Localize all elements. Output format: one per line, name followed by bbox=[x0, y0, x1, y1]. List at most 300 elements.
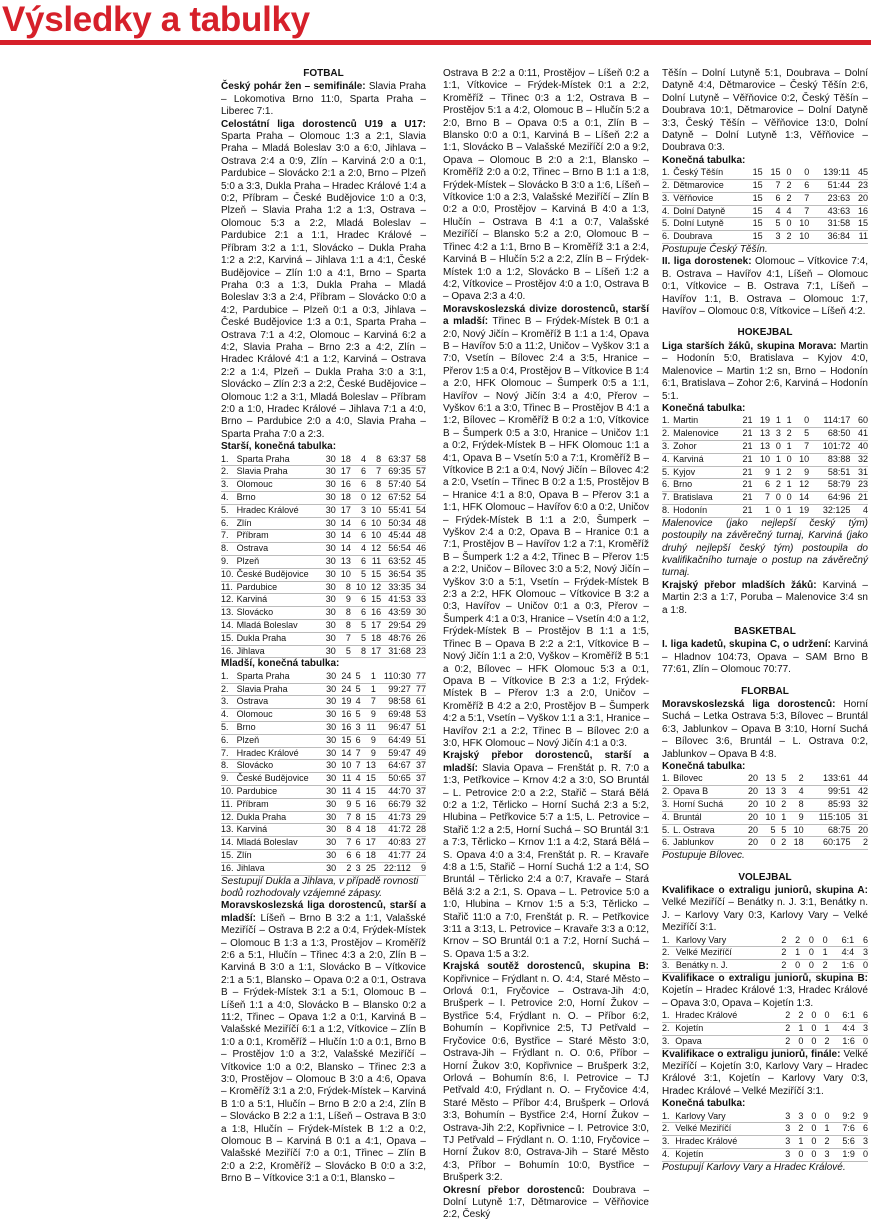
rank-cell: 11. bbox=[221, 798, 233, 809]
stat-cell: 83:88 bbox=[827, 453, 851, 464]
rank-cell: 6. bbox=[662, 837, 670, 848]
stat-cell: 29 bbox=[415, 619, 426, 630]
stat-cell: 40:83 bbox=[388, 837, 411, 848]
stat-cell: 6:1 bbox=[841, 934, 855, 945]
stat-cell: 0 bbox=[808, 960, 814, 971]
stat-cell: 15 bbox=[371, 594, 382, 605]
stat-cell: 0 bbox=[811, 1123, 817, 1134]
stat-cell: 30 bbox=[415, 607, 426, 618]
team-cell: Dolní Lutyně bbox=[673, 218, 724, 229]
competition-label: Moravskoslezská liga dorostenců, starší a mladší: bbox=[221, 900, 426, 924]
stat-cell: 0 bbox=[798, 1149, 804, 1160]
stat-cell: 64:67 bbox=[388, 760, 411, 771]
stat-cell: 5 bbox=[360, 619, 366, 630]
rank-cell: 10. bbox=[221, 785, 234, 796]
stat-cell: 35 bbox=[415, 568, 426, 579]
competition-label: Okresní přebor dorostenců: bbox=[443, 1184, 585, 1196]
section-heading-fotbal: FOTBAL bbox=[303, 68, 344, 79]
table-row bbox=[221, 760, 426, 773]
stat-cell: 0 bbox=[811, 1035, 817, 1046]
team-cell: Karlovy Vary bbox=[675, 934, 727, 945]
stat-cell: 1 bbox=[775, 466, 781, 477]
stat-cell: 61 bbox=[415, 696, 426, 707]
stat-cell: 5 bbox=[355, 798, 361, 809]
result-paragraph bbox=[443, 961, 649, 1184]
stat-cell: 50:65 bbox=[388, 773, 411, 784]
table-row bbox=[662, 1111, 868, 1123]
stat-cell: 10 bbox=[799, 218, 810, 229]
rank-cell: 8. bbox=[662, 504, 670, 515]
stat-cell: 54 bbox=[415, 504, 426, 515]
rank-cell: 4. bbox=[662, 205, 670, 216]
stat-cell: 30 bbox=[326, 849, 337, 860]
team-cell: Jablunkov bbox=[673, 837, 714, 848]
stat-cell: 23 bbox=[857, 479, 868, 490]
results-text: Karviná – Hladnov 104:73, Opava – SAM Brno B 77:61, Zlín – Olomouc 70:77. bbox=[662, 639, 868, 676]
team-cell: Slavia Praha bbox=[236, 683, 288, 694]
stat-cell: 1 bbox=[824, 1123, 830, 1134]
stat-cell: 33:35 bbox=[388, 581, 411, 592]
stat-cell: 55:41 bbox=[388, 504, 411, 515]
results-text: Doubrava – Dolní Lutyně 1:7, Dětmarovice – Věřňovice 2:2, Český bbox=[443, 1184, 650, 1221]
table-row bbox=[662, 960, 868, 973]
stat-cell: 20 bbox=[857, 192, 868, 203]
table-row bbox=[662, 811, 868, 824]
stat-cell: 12 bbox=[371, 581, 382, 592]
team-cell: Olomouc bbox=[236, 709, 273, 720]
stat-cell: 51:44 bbox=[827, 180, 851, 191]
stat-cell: 43:59 bbox=[388, 607, 411, 618]
team-cell: Karviná bbox=[236, 594, 268, 605]
stat-cell: 1:6 bbox=[842, 1035, 855, 1046]
stat-cell: 14 bbox=[799, 492, 810, 503]
team-cell: Brno bbox=[236, 721, 256, 732]
rank-cell: 3. bbox=[662, 960, 670, 971]
competition-label: Celostátní liga dorostenců U19 a U17: bbox=[221, 118, 426, 130]
stat-cell: 30 bbox=[325, 504, 336, 515]
stat-cell: 4 bbox=[355, 773, 361, 784]
stat-cell: 6 bbox=[360, 466, 366, 477]
table-heading-label: Starší, konečná tabulka: bbox=[221, 441, 337, 453]
team-cell: Hradec Králové bbox=[675, 1136, 738, 1147]
team-cell: Slavia Praha bbox=[236, 466, 288, 477]
stat-cell: 9 bbox=[370, 747, 376, 758]
stat-cell: 5 bbox=[781, 824, 787, 835]
stat-cell: 85:93 bbox=[827, 799, 851, 809]
table-row bbox=[662, 824, 868, 837]
stat-cell: 6 bbox=[775, 192, 781, 203]
stat-cell: 27 bbox=[415, 837, 426, 848]
stat-cell: 30 bbox=[326, 734, 337, 745]
note-text: Postupují Karlovy Vary a Hradec Králové. bbox=[662, 1161, 846, 1173]
stat-cell: 6 bbox=[346, 849, 352, 860]
rank-cell: 2. bbox=[662, 1023, 670, 1034]
rank-cell: 1. bbox=[221, 670, 229, 681]
table-row bbox=[662, 492, 868, 505]
stat-cell: 0 bbox=[862, 960, 868, 971]
stat-cell: 10 bbox=[371, 517, 382, 528]
stat-cell: 3 bbox=[824, 1149, 830, 1160]
stat-cell: 34 bbox=[415, 581, 426, 592]
stat-cell: 0 bbox=[811, 1110, 817, 1121]
results-text: Kopřivnice – Frýdlant n. O. 4:4, Staré Město – Orlová 0:1, Fryčovice – Ostrava-Jih 4:0, Brušperk – I. Petrovice 2:0, Horní Žukov – Bystřice 5:4, Frýdlant n. O. – Příbor 6:2, Bohumín – Kopřivnice 2:5, TJ Petřvald – Fryčovice 0:6, Bystřice – Staré Město 3:0, Ostrava-Jih – Frýdlant n. O. 0:6, Příbor – Horní Žukov 3:0, Kopřivnice – Brušperk 3:2, Orlová – Bohumín 8:6, I. Petrovice – TJ Petřvald 4:0, Frýdlant n. O. – Fryčovice 4:4, Staré Město – Příbor 4:4, Brušperk – Orlová 3:3, Bohumín – Bystřice 2:4, Horní Žukov – Ostrava-Jih 2:2, Kopřivnice – I. Petrovice 3:0, TJ Petřvald – Frýdlant n. O. 1:10, Fryčovice – Horní Žukov 8:0, Ostrava-Jih – Staré Město 4:3, Příbor – Bohumín 10:0, Bystřice – Brušperk 3:2. bbox=[443, 973, 649, 1184]
team-cell: Martin bbox=[673, 415, 699, 426]
stat-cell: 10 bbox=[340, 568, 351, 579]
rank-cell: 2. bbox=[221, 466, 229, 477]
rank-cell: 8. bbox=[221, 760, 229, 771]
stat-cell: 30 bbox=[325, 479, 336, 490]
team-cell: České Budějovice bbox=[236, 773, 309, 784]
table-row bbox=[221, 671, 426, 683]
team-cell: Brno bbox=[673, 479, 693, 490]
stat-cell: 1 bbox=[786, 504, 792, 515]
stat-cell: 67:52 bbox=[388, 491, 411, 502]
note bbox=[662, 1162, 868, 1174]
table-row bbox=[221, 824, 426, 837]
stat-cell: 2 bbox=[798, 773, 804, 784]
table-row bbox=[221, 747, 426, 760]
stat-cell: 48:76 bbox=[388, 632, 411, 643]
stat-cell: 30 bbox=[326, 824, 337, 835]
results-text: Martin – Hodonín 5:0, Bratislava – Kyjov 4:0, Malenovice – Martin 1:2 sn, Brno – Hodonín 6:1, Bratislava – Zohor 2:6, Karviná – Hodonín 5:1. bbox=[662, 340, 869, 402]
stat-cell: 37 bbox=[415, 773, 426, 784]
stat-cell: 99:51 bbox=[827, 786, 851, 797]
rank-cell: 3. bbox=[662, 1035, 670, 1046]
stat-cell: 6 bbox=[360, 517, 366, 528]
stat-cell: 1 bbox=[798, 1136, 804, 1147]
rank-cell: 5. bbox=[662, 218, 670, 229]
table-row bbox=[221, 594, 426, 607]
stat-cell: 14 bbox=[340, 543, 351, 554]
stat-cell: 9 bbox=[370, 709, 376, 720]
stat-cell: 11 bbox=[341, 785, 352, 796]
standings-table bbox=[221, 671, 426, 876]
standings-table bbox=[662, 1010, 868, 1048]
stat-cell: 45:44 bbox=[388, 530, 411, 541]
competition-label: I. liga kadetů, skupina C, o udržení: bbox=[662, 639, 832, 651]
competition-label: Moravskoslezská liga dorostenců: bbox=[662, 698, 836, 710]
stat-cell: 9 bbox=[420, 862, 426, 873]
stat-cell: 21 bbox=[742, 504, 753, 515]
stat-cell: 30 bbox=[326, 696, 337, 707]
stat-cell: 69:35 bbox=[388, 466, 411, 477]
stat-cell: 15 bbox=[752, 205, 763, 216]
competition-label: Moravskoslezská divize dorostenců, starší a mladší: bbox=[443, 303, 649, 328]
stat-cell: 15 bbox=[752, 167, 763, 178]
stat-cell: 19 bbox=[799, 504, 810, 515]
table-row bbox=[662, 773, 868, 785]
stat-cell: 4 bbox=[862, 504, 868, 515]
stat-cell: 7 bbox=[804, 192, 810, 203]
standings-table bbox=[662, 773, 868, 850]
rank-cell: 4. bbox=[221, 491, 229, 502]
stat-cell: 0 bbox=[775, 440, 781, 451]
table-row bbox=[221, 530, 426, 543]
stat-cell: 26 bbox=[415, 632, 426, 643]
note bbox=[662, 244, 868, 256]
stat-cell: 6 bbox=[862, 1010, 868, 1021]
table-row bbox=[662, 947, 868, 960]
stat-cell: 37 bbox=[415, 785, 426, 796]
stat-cell: 14 bbox=[340, 517, 351, 528]
stat-cell: 7 bbox=[765, 492, 771, 503]
stat-cell: 1 bbox=[765, 504, 771, 515]
rank-cell: 6. bbox=[662, 479, 670, 490]
stat-cell: 4 bbox=[355, 785, 361, 796]
stat-cell: 1 bbox=[786, 415, 792, 426]
stat-cell: 8 bbox=[346, 824, 352, 835]
stat-cell: 30 bbox=[325, 607, 336, 618]
stat-cell: 110:30 bbox=[383, 670, 411, 681]
stat-cell: 9 bbox=[798, 811, 804, 822]
stat-cell: 9 bbox=[765, 466, 771, 477]
stat-cell: 2 bbox=[786, 466, 792, 477]
rank-cell: 4. bbox=[662, 811, 670, 822]
stat-cell: 16 bbox=[857, 205, 868, 216]
stat-cell: 9 bbox=[862, 1110, 868, 1121]
stat-cell: 6 bbox=[355, 734, 361, 745]
table-row bbox=[662, 180, 868, 193]
table-heading bbox=[221, 441, 426, 453]
stat-cell: 10 bbox=[765, 799, 776, 809]
team-cell: Malenovice bbox=[673, 428, 719, 439]
table-heading-label: Mladší, konečná tabulka: bbox=[221, 658, 340, 670]
table-row bbox=[662, 935, 868, 947]
table-row bbox=[662, 192, 868, 205]
rank-cell: 6. bbox=[221, 734, 229, 745]
stat-cell: 5 bbox=[804, 428, 810, 439]
table-row bbox=[221, 581, 426, 594]
stat-cell: 57:40 bbox=[388, 479, 411, 490]
stat-cell: 7 bbox=[355, 747, 361, 758]
team-cell: Český Těšín bbox=[673, 167, 724, 178]
stat-cell: 1:6 bbox=[841, 960, 855, 971]
stat-cell: 8 bbox=[355, 811, 361, 822]
team-cell: Zohor bbox=[673, 440, 697, 451]
stat-cell: 10 bbox=[341, 760, 352, 771]
stat-cell: 31:68 bbox=[388, 645, 411, 656]
stat-cell: 36:54 bbox=[388, 568, 411, 579]
stat-cell: 13 bbox=[765, 786, 776, 797]
stat-cell: 48 bbox=[415, 517, 426, 528]
team-cell: Kojetín bbox=[675, 1023, 704, 1034]
stat-cell: 51 bbox=[415, 734, 426, 745]
stat-cell: 2 bbox=[785, 1035, 791, 1046]
note-text: Postupuje Český Těšín. bbox=[662, 244, 768, 256]
team-cell: Karlovy Vary bbox=[675, 1110, 726, 1121]
stat-cell: 10 bbox=[355, 581, 366, 592]
stat-cell: 53 bbox=[415, 709, 426, 720]
section-heading-hokejbal: HOKEJBAL bbox=[737, 327, 793, 339]
stat-cell: 9 bbox=[346, 798, 352, 809]
stat-cell: 7 bbox=[775, 180, 781, 191]
table-row bbox=[662, 453, 868, 466]
results-text: Sparta Praha – Olomouc 1:3 a 2:1, Slavia Praha – Mladá Boleslav 3:0 a 6:0, Jihlava – Ostrava 2:4 a 0:9, Zlín – Karviná 2:0 a 0:1, Pardubice – Slovácko 2:1 a 2:0, Brno – Plzeň 5:0 a 3:3, Dukla Praha – Hradec Králové 1:4 a 0:2, Příbram – České Budějovice 1:0 a 0:3, Plzeň – Slavia Praha 1:2 a 1:3, Ostrava – Olomouc 5:3 a 2:2, Mladá Boleslav – Pardubice 2:1 a 1:1, Hradec Králové – Příbram 3:2 a 1:1, Slovácko – Dukla Praha 1:2 a 2:2, Karviná – Jihlava 1:1 a 4:1, České Budějovice – Zlín 1:0 a 4:1, Brno – Sparta Praha 0:3 a 1:3, Dukla Praha – Mladá Boleslav 3:3 a 2:4, Příbram – Slovácko 0:0 a 4:2, Pardubice – Plzeň 0:1 a 0:3, Jihlava – České Budějovice 1:3 a 0:1, Sparta Praha – Ostrava 7:1 a 4:2, Olomouc – Karviná 6:2 a 4:2, Slavia Praha – Brno 2:3 a 4:2, Zlín – Hradec Králové 4:1 a 1:2, Karviná – Ostrava 2:2 a 1:4, Plzeň – Dukla Praha 3:0 a 3:1, Slovácko – Zlín 2:3 a 2:2, České Budějovice – Olomouc 1:2 a 3:1, Mladá Boleslav – Příbram 2:0 a 1:0, Hradec Králové – Jihlava 7:1 a 4:0, Brno – Pardubice 2:0 a 4:0, Slavia Praha – Sparta Praha 7:0 a 2:3. bbox=[221, 131, 426, 440]
rank-cell: 2. bbox=[662, 786, 670, 797]
stat-cell: 21 bbox=[742, 466, 753, 477]
note bbox=[662, 850, 868, 862]
stat-cell: 30 bbox=[326, 837, 337, 848]
stat-cell: 6 bbox=[355, 837, 361, 848]
stat-cell: 8 bbox=[345, 581, 351, 592]
stat-cell: 21 bbox=[742, 415, 753, 426]
stat-cell: 0 bbox=[811, 1023, 817, 1034]
stat-cell: 2 bbox=[824, 1035, 830, 1046]
stat-cell: 15 bbox=[857, 218, 868, 229]
stat-cell: 115:105 bbox=[818, 811, 851, 822]
stat-cell: 1 bbox=[824, 1023, 830, 1034]
page-title: Výsledky a tabulky bbox=[2, 0, 310, 39]
result-paragraph bbox=[662, 1049, 868, 1099]
rank-cell: 2. bbox=[662, 428, 670, 439]
stat-cell: 5:6 bbox=[842, 1136, 855, 1147]
rank-cell: 1. bbox=[662, 1110, 670, 1121]
rank-cell: 1. bbox=[662, 934, 670, 945]
rank-cell: 13. bbox=[221, 607, 234, 618]
rank-cell: 9. bbox=[221, 773, 229, 784]
stat-cell: 15 bbox=[752, 192, 763, 203]
results-text: Líšeň – Brno B 3:2 a 1:1, Valašské Meziříčí – Ostrava B 2:2 a 0:4, Frýdek-Místek – Olomouc B 1:3 a 1:3, Prostějov – Kroměříž 2:6 a 5:1, Hlučín – Třinec 4:3 a 2:0, Zlín B – Karviná B 3:0 a 1:1, Slovácko B – Vítkovice 2:1 a 5:1, Blansko – Opava 0:2 a 0:1, Ostrava B – Frýdek-Místek 3:1 a 5:1, Olomouc B – Líšeň 1:1 a 4:0, Slovácko B – Blansko 0:2 a 11:2, Třinec – Opava 1:2 a 0:1, Karviná B – Valašské Meziříčí 6:1 a 1:2, Vítkovice – Zlín B 1:0 a 0:1, Kroměříž – Hlučín 1:0 a 0:1, Brno B – Prostějov 1:0 a 3:2, Valašské Meziříčí – Vítkovice 1:0 a 0:2, Blansko – Třinec 2:3 a 3:0, Prostějov – Olomouc B 3:0 a 4:6, Opava – Kroměříž 3:1 a 2:0, Frýdek-Místek – Karviná B 1:0 a 5:1, Hlučín – Brno B 2:0 a 2:4, Zlín B – Slovácko B 2:2 a 1:1, Líšeň – Ostrava B 3:0 a 1:8, Hlučín – Frýdek-Místek B 1:2 a 0:2, Olomouc B – Karviná B 0:1 a 4:1, Opava – Valašské Meziříčí 7:0 a 0:1, Třinec – Zlín B 2:0 a 2:2, Kroměříž – Slovácko B 0:0 a 3:2, Brno B – Vítkovice 3:1 a 0:1, Blansko – bbox=[221, 912, 426, 1185]
stat-cell: 16 bbox=[365, 798, 376, 809]
stat-cell: 2 bbox=[798, 1123, 804, 1134]
results-text: Karviná – Martin 2:3 a 1:7, Poruba – Malenovice 3:4 sn a 1:8. bbox=[662, 579, 868, 616]
note-text: Malenovice (jako nejlepší český tým) postoupily na závěrečný turnaj, Karviná (jako druhý nejlepší český tým) postoupila do kvalifikačního turnaje o postup na závěrečný turnaj. bbox=[662, 517, 868, 579]
stat-cell: 2 bbox=[781, 837, 787, 848]
stat-cell: 15 bbox=[752, 231, 763, 242]
stat-cell: 96:47 bbox=[388, 721, 411, 732]
stat-cell: 63:52 bbox=[388, 555, 411, 566]
table-row bbox=[221, 491, 426, 504]
stat-cell: 0 bbox=[775, 504, 781, 515]
team-cell: Ostrava bbox=[236, 543, 269, 554]
stat-cell: 20 bbox=[748, 773, 759, 784]
stat-cell: 17 bbox=[371, 645, 382, 656]
stat-cell: 0 bbox=[795, 960, 801, 971]
stat-cell: 57 bbox=[415, 466, 426, 477]
stat-cell: 15 bbox=[365, 773, 376, 784]
team-cell: Bílovec bbox=[673, 773, 703, 784]
table-heading-label: Konečná tabulka: bbox=[662, 402, 746, 414]
stat-cell: 7 bbox=[345, 632, 351, 643]
stat-cell: 9 bbox=[804, 466, 810, 477]
stat-cell: 30 bbox=[326, 760, 337, 771]
stat-cell: 10 bbox=[371, 530, 382, 541]
rank-cell: 4. bbox=[221, 709, 229, 720]
stat-cell: 3 bbox=[862, 947, 868, 958]
stat-cell: 5 bbox=[360, 568, 366, 579]
stat-cell: 7:6 bbox=[842, 1123, 855, 1134]
stat-cell: 45 bbox=[415, 555, 426, 566]
stat-cell: 8 bbox=[376, 479, 382, 490]
team-cell: Brno bbox=[236, 491, 256, 502]
rank-cell: 1. bbox=[662, 1010, 670, 1021]
team-cell: Hradec Králové bbox=[675, 1010, 738, 1021]
results-text: Slavia Opava – Frenštát p. R. 7:0 a 1:3, Petřkovice – Krnov 4:2 a 3:0, SO Bruntál – L. Petrovice 2:0 a 2:2, Stařič – Stará Bělá 0:2 a 1:2, Těrlicko – Horní Suchá 2:3 a 5:2, Hlubina – Petřkovice 5:7 a 1:5, L. Petrovice – Stařič 1:2 a 2:5, Horní Suchá – SO Bruntál 3:1 a 7:3, Těrlicko – Krnov 1:1 a 4:2, Stará Bělá – S. Opava 4:0 a 3:4, Frenštát p. R. – Kravaře 4:8 a 1:5, Stařič – Horní Suchá 1:2 a 1:4, SO Bruntál – Těrlicko 2:4 a 0:7, Kravaře – Stará Bělá 3:2 a 2:1, S. Opava – L. Petrovice 5:0 a 1:0, Hlubina – Krnov 1:5 a 5:3, Těrlicko – Stařič 11:0 a 7:0, Frenštát p. R. – Petřkovice 3:11 a 3:13, L. Petrovice – Kravaře 3:3 a 0:12, Krnov – SO Bruntál 0:1 a 7:2, Horní Suchá – S. Opava 1:5 a 3:2. bbox=[443, 762, 649, 960]
stat-cell: 16 bbox=[371, 607, 382, 618]
stat-cell: 1 bbox=[370, 683, 376, 694]
stat-cell: 10 bbox=[371, 504, 382, 515]
result-paragraph bbox=[662, 68, 868, 155]
stat-cell: 21 bbox=[857, 492, 868, 503]
stat-cell: 4:4 bbox=[842, 1023, 855, 1034]
stat-cell: 0 bbox=[786, 492, 792, 503]
team-cell: Slovácko bbox=[236, 760, 274, 771]
stat-cell: 1 bbox=[370, 670, 376, 681]
rank-cell: 3. bbox=[662, 799, 670, 809]
stat-cell: 12 bbox=[799, 479, 810, 490]
rank-cell: 5. bbox=[221, 721, 229, 732]
stat-cell: 7 bbox=[804, 440, 810, 451]
stat-cell: 15 bbox=[752, 218, 763, 229]
stat-cell: 4 bbox=[360, 453, 366, 464]
result-paragraph bbox=[662, 580, 868, 617]
rank-cell: 15. bbox=[221, 632, 234, 643]
stat-cell: 40 bbox=[857, 440, 868, 451]
stat-cell: 3 bbox=[781, 786, 787, 797]
stat-cell: 68:75 bbox=[827, 824, 851, 835]
stat-cell: 6 bbox=[360, 607, 366, 618]
result-paragraph bbox=[662, 256, 868, 318]
stat-cell: 30 bbox=[326, 683, 337, 694]
stat-cell: 21 bbox=[742, 492, 753, 503]
stat-cell: 5 bbox=[355, 670, 361, 681]
stat-cell: 1 bbox=[822, 947, 828, 958]
stat-cell: 30 bbox=[326, 721, 337, 732]
team-cell: Mladá Boleslav bbox=[236, 837, 298, 848]
stat-cell: 13 bbox=[760, 428, 771, 439]
stat-cell: 20 bbox=[748, 837, 759, 848]
stat-cell: 30 bbox=[325, 466, 336, 477]
team-cell: Velké Meziříčí bbox=[675, 947, 732, 958]
stat-cell: 0 bbox=[804, 415, 810, 426]
stat-cell: 18 bbox=[340, 491, 351, 502]
section-heading-basketbal: BASKETBAL bbox=[734, 625, 796, 637]
stat-cell: 36:84 bbox=[827, 231, 851, 242]
stat-cell: 30 bbox=[326, 747, 337, 758]
stat-cell: 77 bbox=[415, 670, 426, 681]
stat-cell: 31 bbox=[857, 811, 868, 822]
stat-cell: 14 bbox=[340, 530, 351, 541]
competition-label: Kvalifikace o extraligu juniorů, skupina B: bbox=[662, 973, 868, 985]
stat-cell: 11 bbox=[366, 721, 376, 732]
stat-cell: 30 bbox=[325, 453, 336, 464]
stat-cell: 44 bbox=[857, 773, 868, 784]
stat-cell: 8 bbox=[376, 453, 382, 464]
stat-cell: 49 bbox=[415, 747, 426, 758]
stat-cell: 18 bbox=[340, 453, 351, 464]
stat-cell: 30 bbox=[326, 811, 337, 822]
rank-cell: 5. bbox=[662, 824, 670, 835]
stat-cell: 16 bbox=[340, 479, 351, 490]
rank-cell: 3. bbox=[662, 1136, 670, 1147]
stat-cell: 23:63 bbox=[827, 192, 851, 203]
rank-cell: 5. bbox=[221, 504, 229, 515]
stat-cell: 7 bbox=[370, 696, 376, 707]
stat-cell: 30 bbox=[325, 619, 336, 630]
stat-cell: 23 bbox=[415, 645, 426, 656]
stat-cell: 30 bbox=[326, 670, 337, 681]
stat-cell: 8 bbox=[360, 645, 366, 656]
competition-label: Krajský přebor dorostenců, starší a mladší: bbox=[443, 750, 649, 774]
team-cell: Kojetín bbox=[675, 1149, 704, 1160]
stat-cell: 15 bbox=[341, 734, 352, 745]
stat-cell: 7 bbox=[346, 837, 352, 848]
team-cell: Příbram bbox=[236, 798, 269, 809]
stat-cell: 66:79 bbox=[388, 798, 411, 809]
section-heading-florbal: FLORBAL bbox=[741, 685, 789, 697]
stat-cell: 54 bbox=[415, 491, 426, 502]
rank-cell: 1. bbox=[221, 453, 229, 464]
